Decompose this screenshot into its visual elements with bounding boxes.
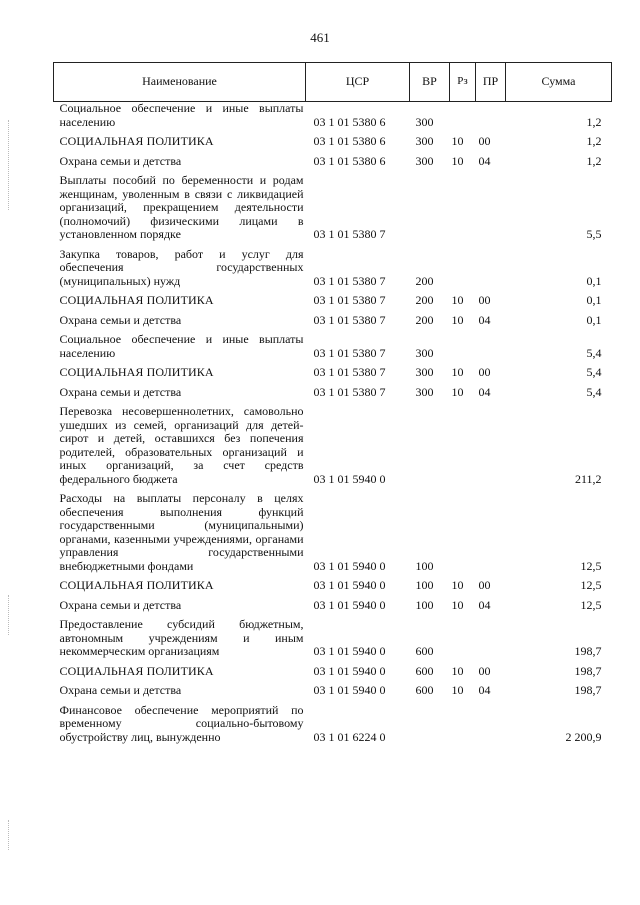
cell-sum: 5,4 — [586, 365, 602, 379]
cell-pr — [476, 174, 506, 248]
table-row — [54, 155, 612, 175]
cell-rz: 10 — [451, 153, 464, 168]
budget-table — [53, 62, 612, 744]
cell-pr — [476, 704, 506, 745]
cell-vr: 300 — [415, 134, 434, 148]
cell-csr: 03 1 01 6224 0 — [313, 729, 386, 744]
cell-rz: 10 — [451, 683, 464, 697]
cell-vr — [410, 405, 450, 492]
cell-rz: 10 — [451, 365, 464, 379]
cell-name: Расходы на выплаты персоналу в целях обеспечения выполнения функций государственными (муниципальными) органами, казенными учреждениями, органами управления государственными внебюджетными фондами — [59, 491, 304, 573]
cell-rz — [450, 102, 476, 136]
cell-sum: 0,1 — [586, 293, 602, 307]
table-row — [54, 665, 612, 685]
table-row — [54, 405, 612, 492]
table-row — [54, 366, 612, 386]
cell-sum: 5,4 — [586, 384, 602, 399]
cell-vr: 100 — [415, 597, 434, 612]
cell-sum: 198,7 — [574, 663, 602, 678]
table-row — [54, 135, 612, 155]
cell-name: Охрана семьи и детства — [59, 683, 182, 697]
cell-vr: 100 — [415, 558, 434, 573]
cell-sum: 1,2 — [586, 153, 602, 168]
cell-name: Социальное обеспечение и иные выплаты населению — [59, 101, 304, 129]
cell-csr: 03 1 01 5940 0 — [313, 683, 386, 697]
cell-csr: 03 1 01 5940 0 — [313, 578, 386, 592]
cell-name: СОЦИАЛЬНАЯ ПОЛИТИКА — [59, 293, 214, 307]
header-rz: Рз — [450, 63, 476, 102]
cell-rz: 10 — [451, 663, 464, 678]
cell-csr: 03 1 01 5380 6 — [313, 134, 386, 148]
cell-sum: 12,5 — [580, 597, 602, 612]
cell-rz: 10 — [451, 312, 464, 327]
cell-sum: 211,2 — [574, 471, 602, 486]
scan-margin-mark — [8, 595, 10, 635]
cell-vr: 200 — [415, 312, 434, 327]
cell-csr: 03 1 01 5380 7 — [313, 227, 386, 241]
cell-rz: 10 — [451, 134, 464, 148]
cell-pr: 04 — [478, 597, 491, 612]
cell-csr: 03 1 01 5380 7 — [313, 384, 386, 399]
cell-rz: 10 — [451, 597, 464, 612]
header-vr: ВР — [410, 63, 450, 102]
cell-csr: 03 1 01 5380 6 — [313, 153, 386, 168]
cell-rz — [450, 248, 476, 295]
cell-sum: 0,1 — [586, 273, 602, 288]
cell-sum: 5,5 — [586, 227, 602, 241]
table-header — [54, 63, 612, 102]
cell-sum: 12,5 — [580, 578, 602, 592]
cell-vr: 100 — [415, 578, 434, 592]
cell-sum: 1,2 — [586, 114, 602, 129]
cell-pr — [476, 618, 506, 665]
cell-name: СОЦИАЛЬНАЯ ПОЛИТИКА — [59, 134, 214, 148]
cell-name: Охрана семьи и детства — [59, 153, 182, 168]
cell-rz — [450, 174, 476, 248]
cell-name: Социальное обеспечение и иные выплаты населению — [59, 332, 304, 360]
cell-name: СОЦИАЛЬНАЯ ПОЛИТИКА — [59, 663, 214, 678]
cell-name: СОЦИАЛЬНАЯ ПОЛИТИКА — [59, 578, 214, 592]
cell-sum: 12,5 — [580, 558, 602, 573]
page-number: 461 — [310, 30, 330, 45]
cell-sum: 198,7 — [574, 683, 602, 697]
cell-sum: 2 200,9 — [565, 729, 602, 744]
table-row — [54, 599, 612, 619]
table-row — [54, 618, 612, 665]
cell-name: СОЦИАЛЬНАЯ ПОЛИТИКА — [59, 365, 214, 379]
cell-csr: 03 1 01 5380 6 — [313, 114, 386, 129]
scan-margin-mark — [8, 820, 10, 850]
cell-csr: 03 1 01 5380 7 — [313, 293, 386, 307]
table-row — [54, 704, 612, 745]
cell-sum: 5,4 — [586, 345, 602, 360]
scan-margin-mark — [8, 120, 10, 210]
cell-rz: 10 — [451, 578, 464, 592]
header-name: Наименование — [54, 63, 306, 102]
cell-pr — [476, 492, 506, 579]
cell-pr: 04 — [478, 153, 491, 168]
cell-vr: 200 — [415, 273, 434, 288]
cell-csr: 03 1 01 5380 7 — [313, 345, 386, 360]
cell-name: Охрана семьи и детства — [59, 312, 182, 327]
cell-pr: 04 — [478, 312, 491, 327]
cell-sum: 0,1 — [586, 312, 602, 327]
cell-rz: 10 — [451, 384, 464, 399]
cell-vr: 600 — [415, 683, 434, 697]
cell-vr: 300 — [415, 345, 434, 360]
cell-rz: 10 — [451, 293, 464, 307]
cell-vr: 600 — [415, 644, 434, 658]
cell-rz — [450, 618, 476, 665]
cell-vr: 300 — [415, 153, 434, 168]
cell-sum: 198,7 — [574, 644, 602, 658]
cell-vr: 200 — [415, 293, 434, 307]
cell-vr: 300 — [415, 384, 434, 399]
cell-pr — [476, 405, 506, 492]
cell-pr: 00 — [478, 578, 491, 592]
cell-csr: 03 1 01 5940 0 — [313, 663, 386, 678]
cell-vr — [410, 174, 450, 248]
cell-csr: 03 1 01 5940 0 — [313, 471, 386, 486]
cell-name: Предоставление субсидий бюджетным, автономным учреждениям и иным некоммерческим организациям — [59, 617, 304, 658]
header-pr: ПР — [476, 63, 506, 102]
cell-pr: 00 — [478, 663, 491, 678]
cell-csr: 03 1 01 5940 0 — [313, 644, 386, 658]
table-row — [54, 248, 612, 295]
cell-pr: 00 — [478, 134, 491, 148]
table-row — [54, 386, 612, 406]
cell-rz — [450, 333, 476, 366]
cell-name: Перевозка несовершеннолетних, самовольно ушедших из семей, организаций для детей-сирот и детей, оставшихся без попечения родителей, образовательных организаций и иных организаций, за счет средств федерального бюджета — [59, 404, 304, 486]
cell-sum: 1,2 — [586, 134, 602, 148]
cell-csr: 03 1 01 5380 7 — [313, 365, 386, 379]
cell-csr: 03 1 01 5380 7 — [313, 273, 386, 288]
cell-vr: 600 — [415, 663, 434, 678]
table-row — [54, 174, 612, 248]
cell-rz — [450, 492, 476, 579]
cell-csr: 03 1 01 5940 0 — [313, 558, 386, 573]
cell-pr: 04 — [478, 384, 491, 399]
cell-vr — [410, 704, 450, 745]
cell-csr: 03 1 01 5380 7 — [313, 312, 386, 327]
cell-name: Охрана семьи и детства — [59, 597, 182, 612]
table-row — [54, 333, 612, 366]
table-body — [54, 102, 612, 745]
cell-name: Выплаты пособий по беременности и родам женщинам, уволенным в связи с ликвидацией организаций, прекращением деятельности (полномочий) физическими лицами в установленном порядке — [59, 173, 304, 241]
cell-pr — [476, 102, 506, 136]
table-row — [54, 314, 612, 334]
table-row — [54, 492, 612, 579]
cell-name: Охрана семьи и детства — [59, 384, 182, 399]
cell-pr — [476, 333, 506, 366]
table-row — [54, 579, 612, 599]
table-row — [54, 684, 612, 704]
cell-pr: 00 — [478, 365, 491, 379]
header-sum: Сумма — [506, 63, 612, 102]
cell-pr: 04 — [478, 683, 491, 697]
cell-name: Финансовое обеспечение мероприятий по временному социально-бытовому обустройству лиц, вынужденно — [59, 702, 304, 744]
cell-name: Закупка товаров, работ и услуг для обеспечения государственных (муниципальных) нужд — [59, 246, 304, 288]
cell-csr: 03 1 01 5940 0 — [313, 597, 386, 612]
header-csr: ЦСР — [306, 63, 410, 102]
table-row — [54, 294, 612, 314]
cell-pr: 00 — [478, 293, 491, 307]
cell-vr: 300 — [415, 365, 434, 379]
cell-pr — [476, 248, 506, 295]
cell-rz — [450, 704, 476, 745]
table-row — [54, 102, 612, 136]
cell-vr: 300 — [415, 114, 434, 129]
cell-rz — [450, 405, 476, 492]
